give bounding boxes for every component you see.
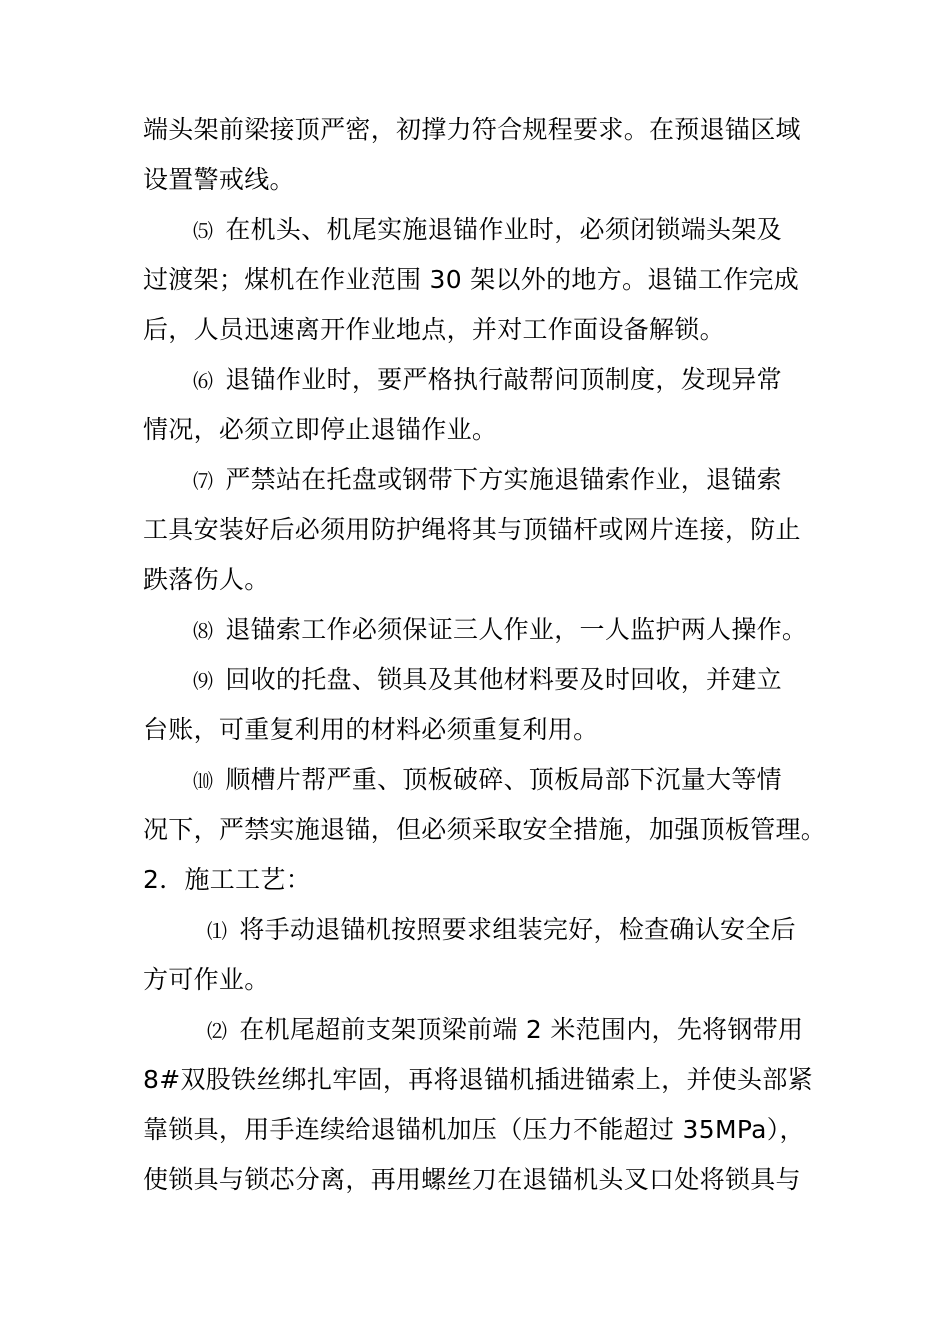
item-marker: ⑸ [193,219,214,243]
text-line [143,315,725,345]
line-text: 过渡架；煤机在作业范围 30 架以外的地方。退锚工作完成 [143,265,800,294]
text-line [143,515,801,545]
text-line [143,1115,805,1145]
line-text: 台账，可重复利用的材料必须重复利用。 [143,715,599,744]
line-text: 将手动退锚机按照要求组装完好，检查确认安全后 [239,915,796,944]
line-text: 使锁具与锁芯分离，再用螺丝刀在退锚机头叉口处将锁具与 [143,1165,801,1194]
item-marker: ⑻ [193,619,214,643]
text-line [143,715,598,745]
item-marker: ⑽ [193,769,214,793]
item-marker: ⑼ [193,669,214,693]
text-line [143,565,270,595]
line-text: 严禁站在托盘或钢带下方实施退锚索作业，退锚索 [225,465,782,494]
line-text: 退锚索工作必须保证三人作业，一人监护两人操作。 [225,615,808,644]
step-item-2 [207,1015,803,1046]
text-line [143,115,801,145]
line-text: 况下，严禁实施退锚，但必须采取安全措施，加强顶板管理。 [143,815,827,844]
line-text: 回收的托盘、锁具及其他材料要及时回收，并建立 [225,665,782,694]
line-text: 端头架前梁接顶严密，初撑力符合规程要求。在预退锚区域 [143,115,801,144]
text-line [143,1065,813,1095]
list-item-10 [193,765,782,796]
line-text: 在机头、机尾实施退锚作业时，必须闭锁端头架及 [225,215,782,244]
line-text: 情况，必须立即停止退锚作业。 [143,415,498,444]
line-text: 跌落伤人。 [143,565,270,594]
line-text: 靠锁具，用手连续给退锚机加压（压力不能超过 35MPa）， [143,1115,805,1144]
line-text: 设置警戒线。 [143,165,295,194]
list-item-6 [193,365,782,396]
line-text: 在机尾超前支架顶梁前端 2 米范围内，先将钢带用 [239,1015,804,1044]
line-text: 方可作业。 [143,965,270,994]
text-line [143,415,497,445]
item-marker: ⑵ [207,1019,228,1043]
line-text: 退锚作业时，要严格执行敲帮问顶制度，发现异常 [225,365,782,394]
line-text: 工具安装好后必须用防护绳将其与顶锚杆或网片连接，防止 [143,515,801,544]
heading-text: 2．施工工艺： [143,865,312,894]
text-line [143,165,295,195]
text-line [143,815,826,845]
list-item-8 [193,615,807,646]
list-item-7 [193,465,782,496]
step-item-1 [207,915,796,946]
text-line [143,965,270,995]
item-marker: ⑴ [207,919,228,943]
section-heading [143,865,311,895]
text-line [143,1165,801,1195]
line-text: 顺槽片帮严重、顶板破碎、顶板局部下沉量大等情 [225,765,782,794]
list-item-5 [193,215,782,246]
line-text: 8#双股铁丝绑扎牢固，再将退锚机插进锚索上，并使头部紧 [143,1065,813,1094]
list-item-9 [193,665,782,696]
item-marker: ⑹ [193,369,214,393]
item-marker: ⑺ [193,469,214,493]
line-text: 后，人员迅速离开作业地点，并对工作面设备解锁。 [143,315,725,344]
text-line [143,265,799,295]
